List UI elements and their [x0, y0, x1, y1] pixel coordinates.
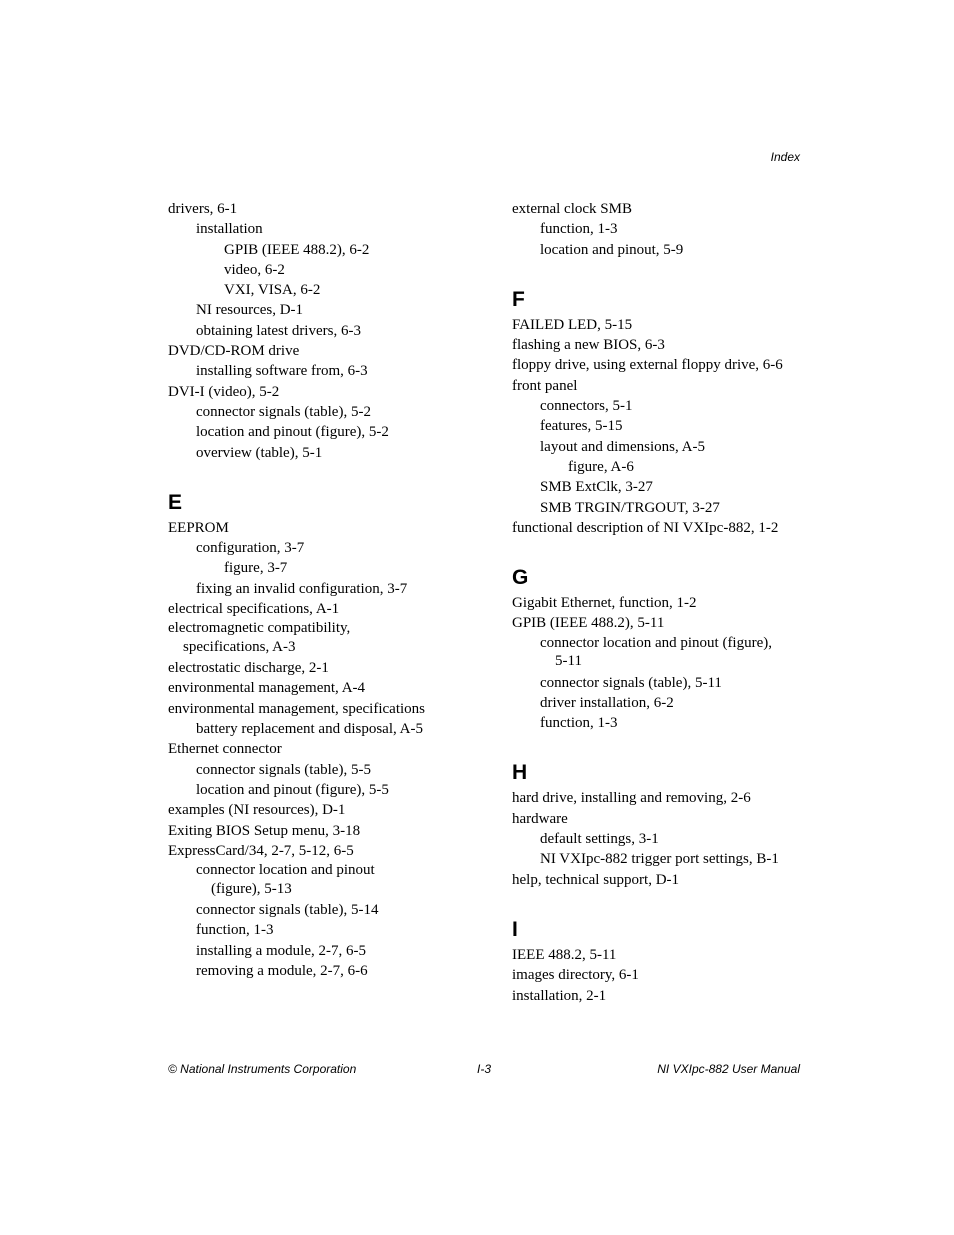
- index-entry: [512, 849, 812, 869]
- index-group: [168, 518, 468, 981]
- index-entry-text: NI resources, D-1: [196, 302, 304, 319]
- index-entry-text: location and pinout (figure), 5-2: [196, 424, 389, 441]
- index-entry: [512, 199, 812, 219]
- index-entry-text: function, 1-3: [540, 715, 618, 732]
- index-entry: [168, 678, 468, 698]
- index-entry: [512, 355, 812, 375]
- index-entry-text: connector location and pinout: [196, 862, 375, 879]
- section-letter-h: H: [512, 761, 528, 785]
- index-entry: [168, 739, 468, 759]
- index-entry: [168, 619, 468, 656]
- index-entry: [168, 699, 468, 719]
- index-entry-text: battery replacement and disposal, A-5: [196, 721, 424, 738]
- index-entry: [512, 713, 812, 733]
- index-entry-text: GPIB (IEEE 488.2), 5-11: [512, 615, 665, 632]
- index-entry-text: DVD/CD-ROM drive: [168, 343, 300, 360]
- index-entry: [168, 920, 468, 940]
- index-entry-text: GPIB (IEEE 488.2), 6-2: [224, 241, 370, 258]
- index-entry: [168, 443, 468, 463]
- index-entry: [512, 986, 812, 1006]
- index-entry-text: SMB TRGIN/TRGOUT, 3-27: [540, 499, 720, 516]
- index-entry: [168, 599, 468, 619]
- index-entry: [512, 965, 812, 985]
- index-entry: [168, 780, 468, 800]
- index-entry: [168, 719, 468, 739]
- index-entry: [512, 396, 812, 416]
- index-entry: [168, 558, 468, 578]
- index-entry: [168, 341, 468, 361]
- index-group: [168, 199, 468, 463]
- index-entry-text: Exiting BIOS Setup menu, 3-18: [168, 822, 361, 839]
- index-entry: [168, 538, 468, 558]
- index-entry-text: driver installation, 6-2: [540, 694, 674, 711]
- index-group: [512, 315, 812, 538]
- index-entry-text: function, 1-3: [196, 922, 274, 939]
- index-entry: [512, 945, 812, 965]
- running-head: Index: [770, 150, 800, 164]
- index-entry-text: flashing a new BIOS, 6-3: [512, 337, 665, 354]
- index-entry: [168, 382, 468, 402]
- index-entry-text: connector signals (table), 5-5: [196, 761, 371, 778]
- index-entry: [168, 861, 468, 898]
- index-entry: [512, 693, 812, 713]
- index-entry-text: overview (table), 5-1: [196, 444, 323, 461]
- index-entry: [168, 900, 468, 920]
- index-entry: [512, 673, 812, 693]
- index-entry: [168, 321, 468, 341]
- index-entry-text: video, 6-2: [224, 261, 285, 278]
- index-entry: [168, 941, 468, 961]
- index-entry-text: location and pinout (figure), 5-5: [196, 781, 389, 798]
- index-entry: [512, 613, 812, 633]
- index-entry-text: VXI, VISA, 6-2: [224, 282, 321, 299]
- index-entry-text: DVI-I (video), 5-2: [168, 383, 280, 400]
- index-entry: [168, 760, 468, 780]
- footer-page-number: I-3: [477, 1062, 492, 1076]
- index-entry-text: connectors, 5-1: [540, 398, 633, 415]
- index-entry-text: installing a module, 2-7, 6-5: [196, 942, 366, 959]
- index-entry: [512, 240, 812, 260]
- index-entry-text: FAILED LED, 5-15: [512, 316, 633, 333]
- index-entry: [168, 219, 468, 239]
- index-entry-text: installation, 2-1: [512, 987, 607, 1004]
- index-entry-text: electrostatic discharge, 2-1: [168, 660, 329, 677]
- index-entry-text: installation: [196, 221, 263, 238]
- index-entry-text: electromagnetic compatibility,: [168, 620, 351, 637]
- index-entry-text: default settings, 3-1: [540, 831, 659, 848]
- index-entry: [168, 361, 468, 381]
- index-group: [512, 945, 812, 1006]
- index-entry-text: IEEE 488.2, 5-11: [512, 946, 617, 963]
- index-entry: [168, 300, 468, 320]
- index-entry: [168, 961, 468, 981]
- index-entry: [512, 518, 812, 538]
- index-entry: [168, 260, 468, 280]
- index-entry-text: SMB ExtClk, 3-27: [540, 479, 653, 496]
- index-entry-text: environmental management, specifications: [168, 700, 425, 717]
- index-entry-text: connector signals (table), 5-2: [196, 403, 371, 420]
- index-entry-text: connector signals (table), 5-14: [196, 901, 379, 918]
- index-entry-text: features, 5-15: [540, 418, 623, 435]
- index-entry: [512, 376, 812, 396]
- index-entry-continuation: (figure), 5-13: [211, 880, 292, 897]
- index-entry: [168, 518, 468, 538]
- index-entry-text: installing software from, 6-3: [196, 363, 368, 380]
- index-entry-continuation: 5-11: [555, 653, 582, 670]
- index-entry-text: electrical specifications, A-1: [168, 601, 340, 618]
- section-letter-g: G: [512, 566, 529, 590]
- index-entry-text: removing a module, 2-7, 6-6: [196, 962, 368, 979]
- index-entry-text: front panel: [512, 377, 578, 394]
- index-entry-text: connector location and pinout (figure),: [540, 634, 773, 651]
- index-entry: [512, 457, 812, 477]
- index-entry-text: NI VXIpc-882 trigger port settings, B-1: [540, 851, 779, 868]
- index-entry-text: hard drive, installing and removing, 2-6: [512, 790, 751, 807]
- index-entry: [168, 800, 468, 820]
- index-entry: [168, 199, 468, 219]
- index-entry: [512, 498, 812, 518]
- index-group: [512, 593, 812, 733]
- index-entry-text: examples (NI resources), D-1: [168, 802, 346, 819]
- index-entry-text: connector signals (table), 5-11: [540, 674, 722, 691]
- index-entry: [512, 477, 812, 497]
- index-entry: [168, 579, 468, 599]
- index-entry-text: ExpressCard/34, 2-7, 5-12, 6-5: [168, 842, 354, 859]
- index-entry-continuation: specifications, A-3: [183, 638, 296, 655]
- index-entry-text: figure, 3-7: [224, 560, 288, 577]
- index-entry: [512, 416, 812, 436]
- index-entry: [168, 240, 468, 260]
- index-entry: [512, 870, 812, 890]
- index-group: [512, 788, 812, 889]
- index-entry-text: environmental management, A-4: [168, 680, 366, 697]
- index-entry-text: drivers, 6-1: [168, 201, 238, 217]
- section-letter-f: F: [512, 287, 525, 311]
- index-entry-text: functional description of NI VXIpc-882, 1-2: [512, 519, 779, 536]
- index-entry-text: hardware: [512, 810, 568, 827]
- index-entry-text: external clock SMB: [512, 201, 632, 217]
- index-entry: [512, 788, 812, 808]
- index-entry: [168, 658, 468, 678]
- index-entry-text: layout and dimensions, A-5: [540, 438, 705, 455]
- index-entry: [168, 821, 468, 841]
- footer-copyright: © National Instruments Corporation: [168, 1062, 357, 1076]
- index-column-left: [168, 199, 468, 981]
- index-entry-text: location and pinout, 5-9: [540, 241, 684, 258]
- index-entry-text: fixing an invalid configuration, 3-7: [196, 580, 408, 597]
- index-entry: [168, 841, 468, 861]
- index-entry: [512, 437, 812, 457]
- index-entry: [168, 402, 468, 422]
- index-column-right: [512, 199, 812, 1006]
- index-entry: [512, 315, 812, 335]
- index-entry-text: EEPROM: [168, 519, 229, 536]
- index-entry-text: configuration, 3-7: [196, 540, 305, 557]
- index-entry-text: Ethernet connector: [168, 741, 282, 758]
- index-entry-text: images directory, 6-1: [512, 967, 639, 984]
- section-letter-i: I: [512, 917, 518, 941]
- index-entry: [512, 634, 812, 671]
- index-entry: [168, 422, 468, 442]
- index-entry-text: function, 1-3: [540, 221, 618, 238]
- index-group: [512, 199, 812, 260]
- section-letter-e: E: [168, 490, 183, 514]
- index-entry: [512, 829, 812, 849]
- index-entry-text: help, technical support, D-1: [512, 871, 680, 888]
- index-entry: [512, 219, 812, 239]
- index-entry: [512, 809, 812, 829]
- index-entry-text: floppy drive, using external floppy drive, 6-6: [512, 357, 783, 374]
- index-entry-text: figure, A-6: [568, 458, 634, 475]
- index-entry: [512, 335, 812, 355]
- index-entry-text: Gigabit Ethernet, function, 1-2: [512, 595, 697, 612]
- index-entry: [512, 593, 812, 613]
- index-entry: [168, 280, 468, 300]
- footer-manual-title: NI VXIpc-882 User Manual: [657, 1062, 800, 1076]
- index-entry-text: obtaining latest drivers, 6-3: [196, 322, 361, 339]
